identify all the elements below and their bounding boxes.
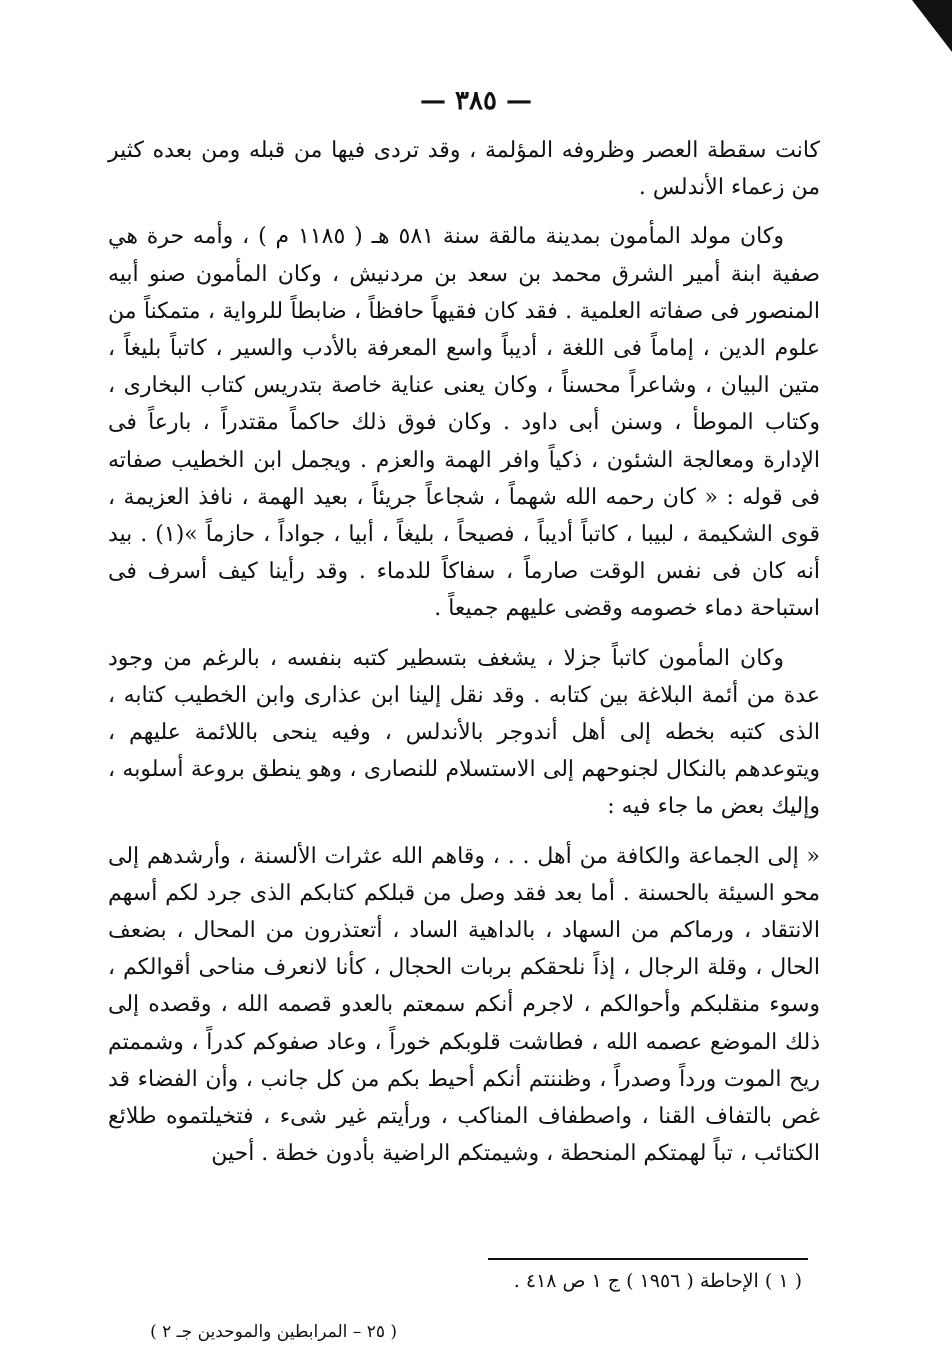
quotation-paragraph: « إلى الجماعة والكافة من أهل . . ، وقاهم الله عثرات الألسنة ، وأرشدهم إلى محو السيئة بالحسنة . أما بعد فقد وصل من قبلكم كتابكم الذى جرد لكم أسهم الانتقاد ، ورماكم من السهاد ، بالداهية الساد ، أتعتذرون من المحال ، بضعف الحال ، وقلة الرجال ، إذاً نلحقكم بربات الحجال ، كأنا لانعرف مناحى أقوالكم ، وسوء منقلبكم وأحوالكم ، لاجرم أنكم سمعتم بالعدو قصمه الله ، وقصده إلى ذلك الموضع عصمه الله ، فطاشت قلوبكم خوراً ، وعاد صفوكم كدراً ، وشممتم ريح الموت ورداً وصدراً ، وظننتم أنكم أحيط بكم من كل جانب ، وأن الفضاء قد غص بالتفاف القنا ، واصطفاف المناكب ، ورأيتم غير شىء ، فتخيلتموه طلائع الكتائب ، تباً لهمتكم المنحطة ، وشيمتكم الراضية بأدون خطة . أحين [108,843,821,1167]
page-corner-mark [912,0,952,52]
page-number: — ٣٨٥ — [419,86,533,116]
footnote: ( ١ ) الإحاطة ( ١٩٥٦ ) ج ١ ص ٤١٨ . [513,1270,802,1292]
main-text [108,132,820,1172]
paragraph: وكان المأمون كاتباً جزلا ، يشغف بتسطير كتبه بنفسه ، بالرغم من وجود عدة من أئمة البلاغة بين كتابه . وقد نقل إلينا ابن عذارى وابن الخطيب كتابه ، الذى كتبه بخطه إلى أهل أندوجر بالأندلس ، وفيه ينحى باللائمة عليهم ، ويتوعدهم بالنكال لجنوحهم إلى الاستسلام للنصارى ، وهو ينطق بروعة أسلوبه ، وإليك بعض ما جاء فيه : [108,645,820,820]
page-footer: ( ٢٥ – المرابطين والموحدين جـ ٢ ) [150,1322,397,1342]
paragraph: وكان مولد المأمون بمدينة مالقة سنة ٥٨١ هـ ( ١١٨٥ م ) ، وأمه حرة هي صفية ابنة أمير الشرق محمد بن سعد بن مردنيش ، وكان المأمون صنو أبيه المنصور فى صفاته العلمية . فقد كان فقيهاً حافظاً ، ضابطاً للرواية ، متمكناً من علوم الدين ، إماماً فى اللغة ، أديباً واسع المعرفة بالأدب والسير ، كاتباً بليغاً ، متين البيان ، وشاعراً محسناً ، وكان يعنى عناية خاصة بتدريس كتاب البخارى ، وكتاب الموطأ ، وسنن أبى داود . وكان فوق ذلك حاكماً مقتدراً ، بارعاً فى الإدارة ومعالجة الشئون ، ذكياً وافر الهمة والعزم . ويجمل ابن الخطيب صفاته فى قوله : « كان رحمه الله شهماً ، شجاعاً جريئاً ، بعيد الهمة ، نافذ العزيمة ، قوى الشكيمة ، لبيبا ، كاتباً أديباً ، فصيحاً ، بليغاً ، أبيا ، جواداً ، حازماً »(١) . بيد أنه كان فى نفس الوقت صارماً ، سفاكاً للدماء . وقد رأينا كيف أسرف فى استباحة دماء خصومه وقضى عليهم جميعاً . [108,224,820,622]
footnote-divider [488,1258,808,1260]
paragraph: كانت سقطة العصر وظروفه المؤلمة ، وقد تردى فيها من قبله ومن بعده كثير من زعماء الأندلس . [108,138,820,201]
